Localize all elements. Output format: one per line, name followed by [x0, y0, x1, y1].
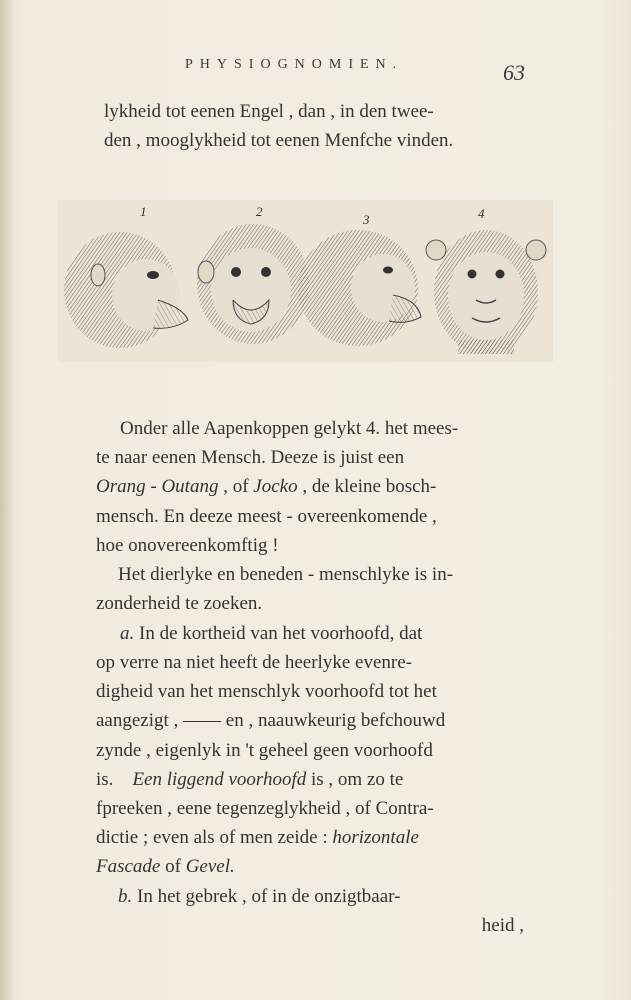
text-line: is. Een liggend voorhoofd is , om zo te — [96, 769, 404, 790]
text-line: Orang - Outang , of Jocko , de kleine bosch- — [96, 476, 437, 497]
text-line: op verre na niet heeft de heerlyke evenre- — [96, 652, 412, 673]
catchword: heid , — [481, 915, 524, 936]
text-line: fpreeken , eene tegenzeglykheid , of Contra- — [96, 798, 434, 819]
text-line: lykheid tot eenen Engel , dan , in den twee- — [104, 101, 434, 122]
text-line: Het dierlyke en beneden - menschlyke is in- — [118, 564, 454, 585]
monkey-head-2 — [197, 224, 309, 344]
text-line: den , mooglykheid tot eenen Menfche vinden. — [104, 130, 454, 151]
italic-term: Fascade — [96, 856, 161, 877]
text-line: zynde , eigenlyk in 't geheel geen voorhoofd — [96, 740, 433, 761]
text-line: Onder alle Aapenkoppen gelykt 4. het mees- — [120, 418, 459, 439]
italic-term: Een liggend voorhoofd — [132, 769, 307, 790]
section-marker-a: a. — [120, 623, 135, 644]
text-line: dictie ; even als of men zeide : horizontale — [96, 827, 419, 848]
monkey-head-3 — [298, 230, 421, 346]
page-number: 63 — [503, 60, 525, 85]
engraved-plate-monkey-heads — [58, 200, 553, 362]
plate-number-3: 3 — [363, 212, 370, 227]
text-line: Fascade of Gevel. — [96, 856, 235, 877]
text-line: a. In de kortheid van het voorhoofd, dat — [120, 623, 423, 644]
plate-number-1: 1 — [140, 204, 147, 219]
plate-number-4: 4 — [478, 206, 485, 221]
monkey-head-4 — [426, 230, 546, 354]
plate-number-2: 2 — [256, 204, 263, 219]
italic-term: Jocko — [253, 476, 298, 497]
body-text — [96, 414, 524, 934]
italic-term: Orang - Outang — [96, 476, 219, 497]
text-line: zonderheid te zoeken. — [96, 593, 263, 614]
text-line: aangezigt , —— en , naauwkeurig befchouwd — [96, 710, 446, 731]
monkey-heads-engraving — [58, 200, 553, 362]
monkey-head-1 — [64, 232, 188, 348]
text-line: te naar eenen Mensch. Deeze is juist een — [96, 447, 405, 468]
page-gutter-shadow — [0, 0, 14, 1000]
italic-term: Gevel. — [185, 856, 235, 877]
text-line: hoe onovereenkomftig ! — [96, 535, 279, 556]
text-line: b. In het gebrek , of in de onzigtbaar- — [118, 886, 401, 907]
italic-term: horizontale — [332, 827, 419, 848]
text-line: mensch. En deeze meest - overeenkomende , — [96, 506, 437, 527]
text-line: digheid van het menschlyk voorhoofd tot het — [96, 681, 437, 702]
running-title: PHYSIOGNOMIEN. — [185, 57, 404, 72]
section-marker-b: b. — [118, 886, 133, 907]
